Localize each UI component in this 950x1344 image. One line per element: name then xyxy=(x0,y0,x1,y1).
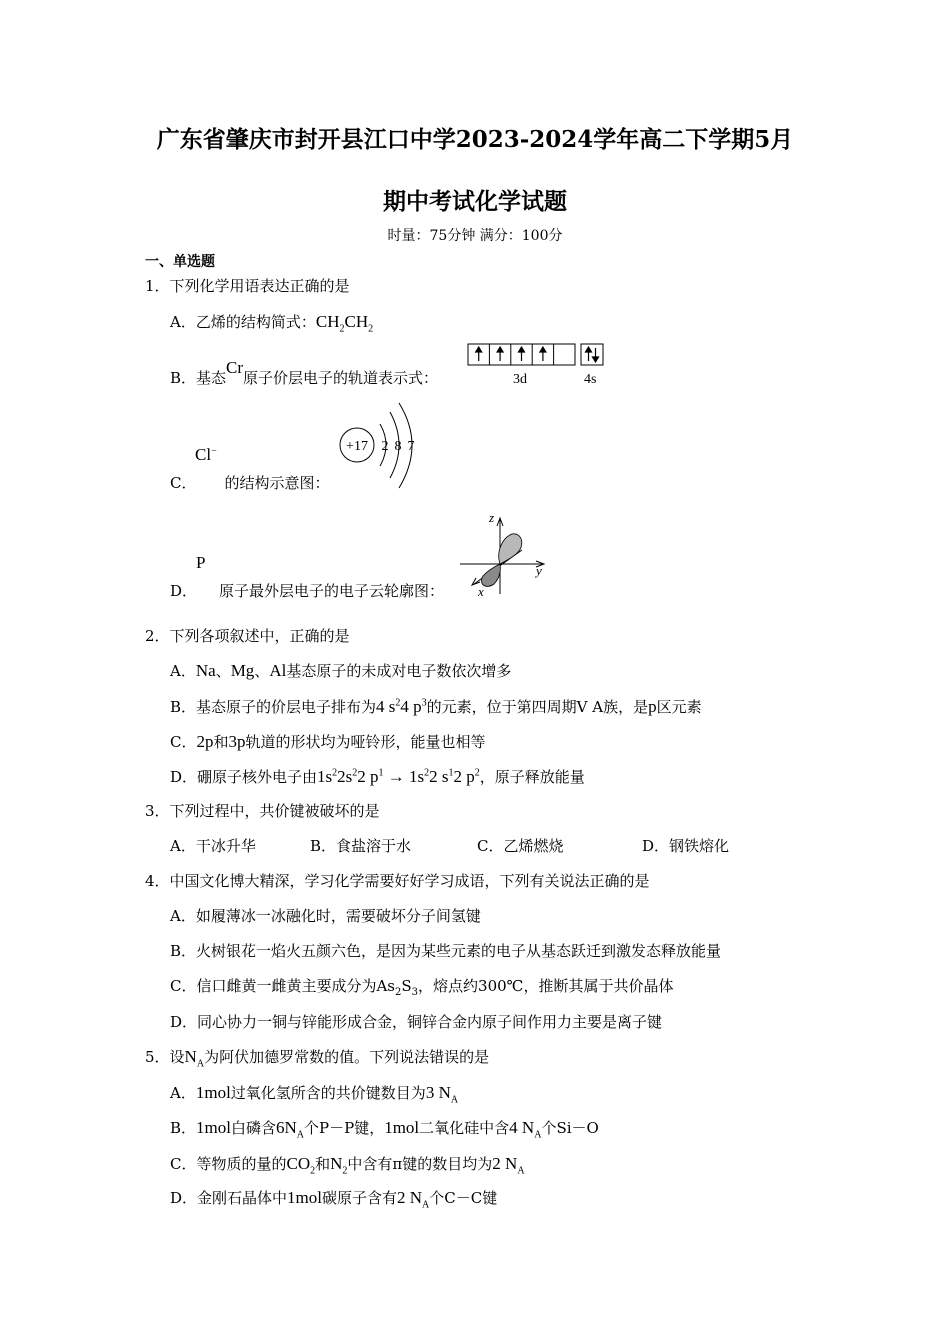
q5-option-d: D．金刚石晶体中1mol碳原子含有2 $N_A$个C－C键 xyxy=(170,1188,498,1211)
q1-d-symbol: P xyxy=(196,553,206,572)
q1-option-d: D． 原子最外层电子的电子云轮廓图： xyxy=(170,582,445,600)
label-3d: 3d xyxy=(513,372,527,387)
q3-option-c: C．乙烯燃烧 xyxy=(477,837,564,855)
q1-option-a: A．乙烯的结构简式：$CH_2CH_2$ xyxy=(170,312,374,335)
q3-option-a: A．干冰升华 xyxy=(170,837,256,855)
doc-title-line2: 期中考试化学试题 xyxy=(383,188,567,215)
q4-stem: 4．中国文化博大精深，学习化学需要好好学习成语，下列有关说法正确的是 xyxy=(145,872,650,890)
q3-option-b: B．食盐溶于水 xyxy=(310,837,412,855)
q5-option-c: C．等物质的量的$CO_2$和$N_2$中含有π键的数目均为2 $N_A$ xyxy=(170,1154,525,1177)
q2-option-a: A．Na、Mg、Al基态原子的未成对电子数依次增多 xyxy=(170,661,512,680)
q2-option-c: C．2p和3p轨道的形状均为哑铃形，能量也相等 xyxy=(170,732,486,751)
orbital-lobe-lower xyxy=(481,564,500,586)
axis-y-label: y xyxy=(536,563,542,578)
shell-2-count: 8 xyxy=(394,439,402,454)
q3-option-d: D．钢铁熔化 xyxy=(642,837,730,855)
q4-option-d: D．同心协力一铜与锌能形成合金，铜锌合金内原子间作用力主要是离子键 xyxy=(170,1013,663,1031)
q1-option-b: B．基态Cr原子价层电子的轨道表示式： xyxy=(170,358,439,387)
section-heading: 一、单选题 xyxy=(145,254,215,270)
nucleus-charge: +17 xyxy=(346,439,368,454)
q4-option-c: C．信口雌黄一雌黄主要成分为$As_2S_3$，熔点约300℃，推断其属于共价晶体 xyxy=(170,977,674,998)
orbital-lobe-upper xyxy=(499,534,522,564)
label-4s: 4s xyxy=(584,372,597,387)
atom-structure-diagram xyxy=(336,400,426,494)
q1-stem: 1．下列化学用语表达正确的是 xyxy=(145,277,350,295)
q4-option-a: A．如履薄冰一冰融化时，需要破坏分子间氢键 xyxy=(170,907,481,925)
orbital-diagram xyxy=(467,343,609,387)
q5-stem: 5．设$N_A$为阿伏加德罗常数的值。下列说法错误的是 xyxy=(145,1047,490,1070)
q3-stem: 3．下列过程中，共价键被破坏的是 xyxy=(145,802,380,820)
q1-c-ion: Cl− xyxy=(195,445,217,464)
q5-option-b: B．1mol白磷含$6N_A$个P－P键，1mol二氧化硅中含4 $N_A$个Si－O xyxy=(170,1118,599,1141)
q5-option-a: A．1mol过氧化氢所含的共价键数目为3 $N_A$ xyxy=(170,1083,459,1106)
q2-option-d: D．硼原子核外电子由$1s^22s^22$ $p^1 \to 1s^22$ $s^12$ $p^2$，原子释放能量 xyxy=(170,767,585,786)
doc-title-line1: 广东省肇庆市封开县江口中学2023-2024学年高二下学期5月 xyxy=(156,126,794,153)
exam-info: 时量：75分钟 满分：100分 xyxy=(387,228,563,244)
shell-1-count: 2 xyxy=(381,439,389,454)
shell-3-count: 7 xyxy=(407,439,415,454)
p-orbital-diagram xyxy=(456,508,552,600)
q4-option-b: B．火树银花一焰火五颜六色，是因为某些元素的电子从基态跃迁到激发态释放能量 xyxy=(170,942,722,960)
q1-option-c: C． 的结构示意图： xyxy=(170,474,330,492)
axis-z-label: z xyxy=(489,510,495,525)
q2-option-b: B．基态原子的价层电子排布为4 $s^24$ $p^3$的元素，位于第四周期Ⅴ A族，是p区元素 xyxy=(170,697,702,716)
up-spin-arrows xyxy=(476,347,599,362)
q2-stem: 2．下列各项叙述中，正确的是 xyxy=(145,627,350,645)
axis-x-label: x xyxy=(478,584,484,599)
